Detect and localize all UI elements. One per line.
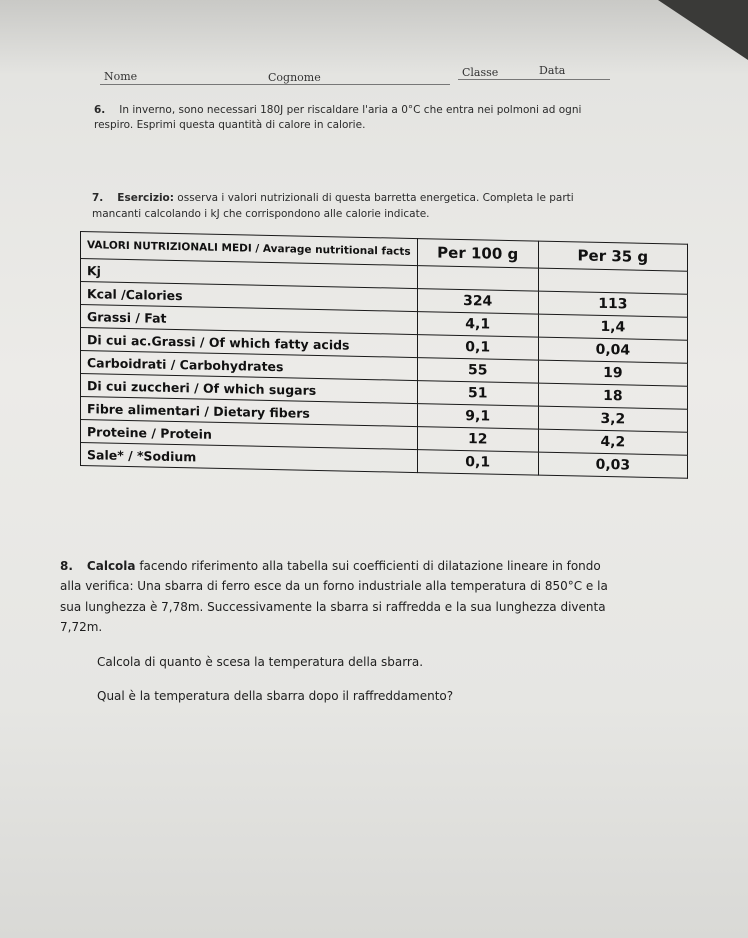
row-value-per100g: 55 — [417, 358, 538, 384]
exercise-7-line2: mancanti calcolando i kJ che corrispondono alle calorie indicate. — [92, 208, 430, 220]
row-value-per35g: 19 — [538, 360, 687, 386]
exercise-8-question1: Calcola di quanto è scesa la temperatura della sbarra. — [97, 655, 424, 669]
row-label: Proteine / Protein — [81, 420, 418, 450]
exercise-7 — [92, 191, 732, 206]
nome-label: Nome — [104, 70, 138, 83]
row-value-per35g: 3,2 — [538, 406, 687, 432]
exercise-8-line4: 7,72m. — [60, 620, 103, 634]
exercise-7-label: Esercizio: — [117, 192, 174, 204]
classe-label: Classe — [462, 66, 499, 79]
row-value-per100g: 12 — [417, 427, 538, 453]
row-label: Grassi / Fat — [81, 305, 418, 335]
exercise-8-number: 8. — [60, 559, 73, 573]
exercise-6-line2: respiro. Esprimi questa quantità di calore in calorie. — [94, 119, 366, 131]
exercise-6-line1: In inverno, sono necessari 180J per riscaldare l'aria a 0°C che entra nei polmoni ad ogni — [119, 104, 582, 116]
row-value-per100g: 324 — [417, 289, 538, 315]
row-label: Fibre alimentari / Dietary fibers — [81, 397, 418, 427]
row-value-per35g: 1,4 — [538, 314, 687, 340]
exercise-8-line3: sua lunghezza è 7,78m. Successivamente la sbarra si raffredda e la sua lunghezza diventa — [60, 600, 606, 614]
row-value-per35g: 0,03 — [538, 452, 687, 478]
row-label: Sale* / *Sodium — [81, 443, 418, 473]
header-cell-per100g: Per 100 g — [417, 239, 538, 269]
nutrition-table — [80, 231, 688, 479]
exercise-8 — [60, 556, 730, 576]
exercise-8-question2: Qual è la temperatura della sbarra dopo il raffreddamento? — [97, 689, 454, 703]
row-value-per100g: 51 — [417, 381, 538, 407]
exercise-7-number: 7. — [92, 192, 104, 204]
data-label: Data — [539, 64, 566, 77]
kj-per35g-cell[interactable] — [538, 268, 687, 294]
exercise-8-line1: facendo riferimento alla tabella sui coefficienti di dilatazione lineare in fondo — [135, 559, 601, 573]
row-label: Di cui ac.Grassi / Of which fatty acids — [81, 328, 418, 358]
class-date-line — [458, 79, 610, 80]
row-value-per35g: 0,04 — [538, 337, 687, 363]
row-label: Carboidrati / Carbohydrates — [81, 351, 418, 381]
row-value-per35g: 18 — [538, 383, 687, 409]
header-cell-per35g: Per 35 g — [538, 241, 687, 271]
row-label: Kj — [81, 259, 418, 289]
row-value-per35g: 4,2 — [538, 429, 687, 455]
exercise-8-label: Calcola — [86, 559, 136, 573]
row-value-per100g: 0,1 — [417, 335, 538, 361]
row-value-per100g: 9,1 — [417, 404, 538, 430]
exercise-8-line2: alla verifica: Una sbarra di ferro esce da un forno industriale alla temperatura di 850°C e la — [60, 579, 608, 593]
row-value-per35g: 113 — [538, 291, 687, 317]
header-cell-label: VALORI NUTRIZIONALI MEDI / Avarage nutritional facts — [81, 232, 418, 266]
name-line — [100, 84, 450, 85]
row-label: Kcal /Calories — [81, 282, 418, 312]
exercise-6-number: 6. — [94, 104, 106, 116]
cognome-label: Cognome — [268, 71, 321, 84]
exercise-7-line1: osserva i valori nutrizionali di questa barretta energetica. Completa le parti — [173, 192, 574, 204]
row-value-per100g: 0,1 — [417, 450, 538, 476]
exercise-6 — [94, 103, 734, 118]
kj-per100g-cell[interactable] — [417, 266, 538, 292]
row-value-per100g: 4,1 — [417, 312, 538, 338]
row-label: Di cui zuccheri / Of which sugars — [81, 374, 418, 404]
